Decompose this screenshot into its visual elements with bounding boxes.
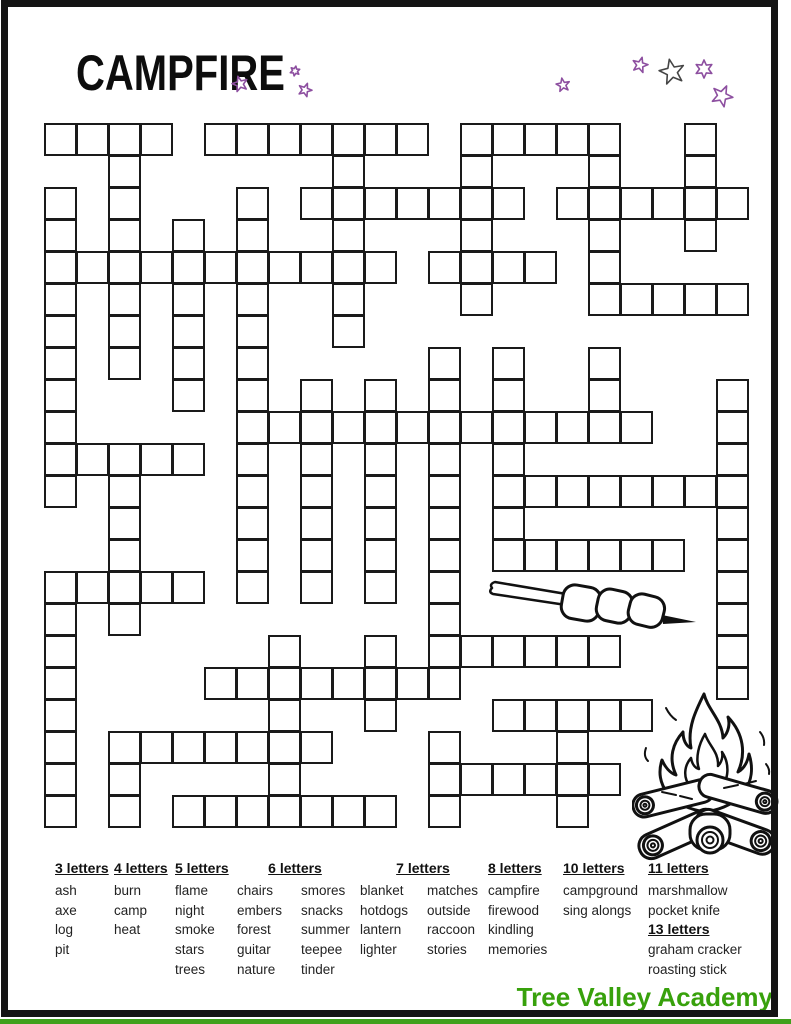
grid-cell[interactable] bbox=[716, 411, 749, 444]
grid-cell[interactable] bbox=[684, 219, 717, 252]
star-icon bbox=[556, 78, 569, 91]
grid-cell[interactable] bbox=[716, 571, 749, 604]
grid-cell[interactable] bbox=[588, 635, 621, 668]
word-item: campfire bbox=[488, 883, 540, 898]
grid-cell[interactable] bbox=[44, 763, 77, 796]
grid-cell[interactable] bbox=[332, 283, 365, 316]
word-item: kindling bbox=[488, 922, 534, 938]
word-count-heading: 3 letters bbox=[55, 860, 109, 876]
grid-cell[interactable] bbox=[44, 667, 77, 700]
grid-cell[interactable] bbox=[716, 603, 749, 636]
grid-cell[interactable] bbox=[428, 667, 461, 700]
word-item: raccoon bbox=[427, 922, 476, 938]
word-item: smoke bbox=[175, 922, 215, 938]
word-item: log bbox=[55, 922, 74, 938]
star-icon bbox=[232, 76, 247, 91]
grid-cell[interactable] bbox=[524, 475, 557, 508]
grid-cell[interactable] bbox=[684, 283, 717, 316]
grid-cell[interactable] bbox=[716, 379, 749, 412]
grid-cell[interactable] bbox=[44, 315, 77, 348]
word-item: pocket knife bbox=[648, 902, 721, 918]
grid-cell[interactable] bbox=[108, 603, 141, 636]
grid-cell[interactable] bbox=[556, 795, 589, 828]
grid-cell[interactable] bbox=[428, 507, 461, 540]
grid-cell[interactable] bbox=[332, 251, 365, 284]
grid-cell[interactable] bbox=[396, 667, 429, 700]
word-item: outside bbox=[427, 902, 471, 918]
grid-cell[interactable] bbox=[620, 283, 653, 316]
grid-cell[interactable] bbox=[364, 443, 397, 476]
grid-cell[interactable] bbox=[236, 475, 269, 508]
grid-cell[interactable] bbox=[652, 475, 685, 508]
grid-cell[interactable] bbox=[460, 251, 493, 284]
grid-cell[interactable] bbox=[172, 379, 205, 412]
grid-cell[interactable] bbox=[588, 219, 621, 252]
grid-cell[interactable] bbox=[460, 219, 493, 252]
word-item: chairs bbox=[237, 883, 274, 898]
grid-cell[interactable] bbox=[332, 155, 365, 188]
word-item: tinder bbox=[301, 961, 335, 977]
grid-cell[interactable] bbox=[44, 187, 77, 220]
grid-cell[interactable] bbox=[460, 187, 493, 220]
grid-cell[interactable] bbox=[364, 475, 397, 508]
grid-cell[interactable] bbox=[620, 539, 653, 572]
grid-cell[interactable] bbox=[108, 795, 141, 828]
grid-cell[interactable] bbox=[172, 219, 205, 252]
grid-cell[interactable] bbox=[428, 347, 461, 380]
grid-cell[interactable] bbox=[588, 763, 621, 796]
grid-cell[interactable] bbox=[492, 763, 525, 796]
grid-cell[interactable] bbox=[268, 123, 301, 156]
grid-cell[interactable] bbox=[44, 411, 77, 444]
grid-cell[interactable] bbox=[268, 699, 301, 732]
grid-cell[interactable] bbox=[236, 283, 269, 316]
grid-cell[interactable] bbox=[620, 475, 653, 508]
grid-cell[interactable] bbox=[300, 251, 333, 284]
word-item: campground bbox=[563, 883, 639, 898]
campfire-illustration bbox=[632, 688, 780, 863]
grid-cell[interactable] bbox=[332, 411, 365, 444]
grid-cell[interactable] bbox=[428, 603, 461, 636]
grid-cell[interactable] bbox=[428, 731, 461, 764]
grid-cell[interactable] bbox=[300, 539, 333, 572]
grid-cell[interactable] bbox=[524, 539, 557, 572]
grid-cell[interactable] bbox=[204, 795, 237, 828]
grid-cell[interactable] bbox=[236, 731, 269, 764]
grid-cell[interactable] bbox=[428, 539, 461, 572]
word-item: memories bbox=[488, 942, 548, 958]
grid-cell[interactable] bbox=[588, 379, 621, 412]
grid-cell[interactable] bbox=[108, 571, 141, 604]
grid-cell[interactable] bbox=[492, 347, 525, 380]
word-item: night bbox=[175, 902, 205, 918]
grid-cell[interactable] bbox=[300, 507, 333, 540]
grid-cell[interactable] bbox=[492, 539, 525, 572]
grid-cell[interactable] bbox=[652, 283, 685, 316]
grid-cell[interactable] bbox=[588, 283, 621, 316]
grid-cell[interactable] bbox=[460, 123, 493, 156]
grid-cell[interactable] bbox=[428, 411, 461, 444]
grid-cell[interactable] bbox=[492, 475, 525, 508]
grid-cell[interactable] bbox=[172, 283, 205, 316]
grid-cell[interactable] bbox=[108, 123, 141, 156]
grid-cell[interactable] bbox=[556, 123, 589, 156]
grid-cell[interactable] bbox=[172, 571, 205, 604]
grid-cell[interactable] bbox=[268, 763, 301, 796]
grid-cell[interactable] bbox=[236, 187, 269, 220]
word-count-heading: 11 letters bbox=[648, 860, 709, 876]
grid-cell[interactable] bbox=[428, 795, 461, 828]
word-item: summer bbox=[301, 922, 350, 938]
word-item: stories bbox=[427, 942, 467, 958]
grid-cell[interactable] bbox=[268, 731, 301, 764]
grid-cell[interactable] bbox=[588, 411, 621, 444]
grid-cell[interactable] bbox=[396, 187, 429, 220]
grid-cell[interactable] bbox=[76, 571, 109, 604]
word-count-heading: 6 letters bbox=[268, 860, 322, 876]
grid-cell[interactable] bbox=[236, 507, 269, 540]
grid-cell[interactable] bbox=[684, 155, 717, 188]
grid-cell[interactable] bbox=[108, 155, 141, 188]
grid-cell[interactable] bbox=[236, 379, 269, 412]
grid-cell[interactable] bbox=[492, 635, 525, 668]
grid-cell[interactable] bbox=[428, 635, 461, 668]
grid-cell[interactable] bbox=[460, 283, 493, 316]
grid-cell[interactable] bbox=[332, 123, 365, 156]
brand-footer: Tree Valley Academy bbox=[516, 982, 773, 1012]
grid-cell[interactable] bbox=[44, 731, 77, 764]
grid-cell[interactable] bbox=[236, 123, 269, 156]
word-item: embers bbox=[237, 902, 283, 918]
grid-cell[interactable] bbox=[108, 507, 141, 540]
grid-cell[interactable] bbox=[364, 379, 397, 412]
grid-cell[interactable] bbox=[268, 411, 301, 444]
grid-cell[interactable] bbox=[652, 187, 685, 220]
grid-cell[interactable] bbox=[236, 443, 269, 476]
grid-cell[interactable] bbox=[76, 251, 109, 284]
grid-cell[interactable] bbox=[460, 763, 493, 796]
grid-cell[interactable] bbox=[332, 315, 365, 348]
grid-cell[interactable] bbox=[588, 155, 621, 188]
star-icon bbox=[299, 83, 312, 96]
word-item: roasting stick bbox=[648, 961, 727, 977]
grid-cell[interactable] bbox=[300, 123, 333, 156]
grid-cell[interactable] bbox=[204, 251, 237, 284]
word-item: guitar bbox=[237, 942, 271, 958]
grid-cell[interactable] bbox=[76, 443, 109, 476]
grid-cell[interactable] bbox=[268, 635, 301, 668]
grid-cell[interactable] bbox=[716, 539, 749, 572]
word-item: teepee bbox=[301, 942, 343, 958]
star-icon bbox=[290, 66, 299, 76]
grid-cell[interactable] bbox=[460, 411, 493, 444]
word-item: pit bbox=[55, 942, 70, 958]
grid-cell[interactable] bbox=[428, 475, 461, 508]
grid-cell[interactable] bbox=[460, 155, 493, 188]
grid-cell[interactable] bbox=[44, 603, 77, 636]
word-item: stars bbox=[175, 942, 205, 958]
grid-cell[interactable] bbox=[172, 731, 205, 764]
grid-cell[interactable] bbox=[364, 795, 397, 828]
grid-cell[interactable] bbox=[524, 699, 557, 732]
grid-cell[interactable] bbox=[204, 123, 237, 156]
grid-cell[interactable] bbox=[44, 795, 77, 828]
star-icon bbox=[659, 59, 683, 84]
grid-cell[interactable] bbox=[428, 571, 461, 604]
grid-cell[interactable] bbox=[172, 315, 205, 348]
grid-cell[interactable] bbox=[44, 475, 77, 508]
grid-cell[interactable] bbox=[44, 123, 77, 156]
grid-cell[interactable] bbox=[556, 635, 589, 668]
grid-cell[interactable] bbox=[588, 475, 621, 508]
grid-cell[interactable] bbox=[556, 731, 589, 764]
grid-cell[interactable] bbox=[268, 795, 301, 828]
grid-cell[interactable] bbox=[204, 667, 237, 700]
star-icon bbox=[712, 86, 733, 107]
grid-cell[interactable] bbox=[332, 667, 365, 700]
word-item: flame bbox=[175, 883, 209, 898]
grid-cell[interactable] bbox=[396, 411, 429, 444]
word-count-heading: 13 letters bbox=[648, 921, 710, 938]
grid-cell[interactable] bbox=[236, 347, 269, 380]
grid-cell[interactable] bbox=[364, 411, 397, 444]
word-item: burn bbox=[114, 883, 142, 898]
grid-cell[interactable] bbox=[620, 411, 653, 444]
grid-cell[interactable] bbox=[492, 379, 525, 412]
grid-cell[interactable] bbox=[44, 283, 77, 316]
grid-cell[interactable] bbox=[236, 411, 269, 444]
grid-cell[interactable] bbox=[108, 283, 141, 316]
grid-cell[interactable] bbox=[588, 251, 621, 284]
word-item: sing alongs bbox=[563, 902, 632, 918]
word-count-heading: 8 letters bbox=[488, 860, 542, 876]
word-item: graham cracker bbox=[648, 942, 742, 958]
grid-cell[interactable] bbox=[364, 539, 397, 572]
grid-cell[interactable] bbox=[684, 187, 717, 220]
grid-cell[interactable] bbox=[364, 667, 397, 700]
grid-cell[interactable] bbox=[108, 763, 141, 796]
grid-cell[interactable] bbox=[492, 251, 525, 284]
grid-cell[interactable] bbox=[332, 795, 365, 828]
grid-cell[interactable] bbox=[108, 443, 141, 476]
grid-cell[interactable] bbox=[492, 507, 525, 540]
word-count-heading: 10 letters bbox=[563, 860, 625, 876]
grid-cell[interactable] bbox=[556, 411, 589, 444]
grid-cell[interactable] bbox=[44, 635, 77, 668]
grid-cell[interactable] bbox=[300, 443, 333, 476]
grid-cell[interactable] bbox=[588, 187, 621, 220]
word-count-heading: 7 letters bbox=[396, 860, 450, 876]
stars-decoration bbox=[0, 0, 791, 130]
grid-cell[interactable] bbox=[492, 699, 525, 732]
grid-cell[interactable] bbox=[364, 699, 397, 732]
grid-cell[interactable] bbox=[524, 251, 557, 284]
word-item: smores bbox=[301, 883, 346, 898]
grid-cell[interactable] bbox=[364, 635, 397, 668]
grid-cell[interactable] bbox=[428, 251, 461, 284]
grid-cell[interactable] bbox=[108, 187, 141, 220]
grid-cell[interactable] bbox=[44, 379, 77, 412]
word-item: lighter bbox=[360, 942, 397, 958]
grid-cell[interactable] bbox=[236, 667, 269, 700]
grid-cell[interactable] bbox=[108, 539, 141, 572]
word-item: lantern bbox=[360, 922, 402, 938]
grid-cell[interactable] bbox=[524, 763, 557, 796]
word-item: matches bbox=[427, 883, 479, 898]
grid-cell[interactable] bbox=[44, 571, 77, 604]
grid-cell[interactable] bbox=[300, 795, 333, 828]
grid-cell[interactable] bbox=[236, 795, 269, 828]
grid-cell[interactable] bbox=[300, 187, 333, 220]
grid-cell[interactable] bbox=[44, 443, 77, 476]
grid-cell[interactable] bbox=[172, 347, 205, 380]
grid-cell[interactable] bbox=[300, 571, 333, 604]
word-item: nature bbox=[237, 961, 276, 977]
grid-cell[interactable] bbox=[140, 571, 173, 604]
grid-cell[interactable] bbox=[428, 443, 461, 476]
grid-cell[interactable] bbox=[204, 731, 237, 764]
grid-cell[interactable] bbox=[364, 571, 397, 604]
grid-cell[interactable] bbox=[556, 699, 589, 732]
grid-cell[interactable] bbox=[300, 475, 333, 508]
grid-cell[interactable] bbox=[140, 123, 173, 156]
grid-cell[interactable] bbox=[716, 443, 749, 476]
grid-cell[interactable] bbox=[300, 379, 333, 412]
grid-cell[interactable] bbox=[44, 699, 77, 732]
grid-cell[interactable] bbox=[588, 699, 621, 732]
word-item: hotdogs bbox=[360, 902, 409, 918]
grid-cell[interactable] bbox=[44, 347, 77, 380]
word-item: snacks bbox=[301, 902, 344, 918]
grid-cell[interactable] bbox=[556, 763, 589, 796]
word-item: firewood bbox=[488, 902, 540, 918]
word-item: trees bbox=[175, 961, 206, 977]
grid-cell[interactable] bbox=[108, 219, 141, 252]
grid-cell[interactable] bbox=[300, 411, 333, 444]
star-icon bbox=[696, 60, 712, 78]
bottom-green-strip bbox=[0, 1019, 791, 1024]
grid-cell[interactable] bbox=[716, 283, 749, 316]
grid-cell[interactable] bbox=[236, 219, 269, 252]
grid-cell[interactable] bbox=[172, 443, 205, 476]
grid-cell[interactable] bbox=[492, 123, 525, 156]
grid-cell[interactable] bbox=[108, 475, 141, 508]
grid-cell[interactable] bbox=[236, 251, 269, 284]
grid-cell[interactable] bbox=[236, 571, 269, 604]
grid-cell[interactable] bbox=[108, 315, 141, 348]
grid-cell[interactable] bbox=[428, 763, 461, 796]
grid-cell[interactable] bbox=[716, 635, 749, 668]
grid-cell[interactable] bbox=[588, 347, 621, 380]
word-item: ash bbox=[55, 883, 77, 898]
grid-cell[interactable] bbox=[652, 539, 685, 572]
word-item: blanket bbox=[360, 883, 404, 898]
word-item: heat bbox=[114, 922, 141, 938]
grid-cell[interactable] bbox=[492, 443, 525, 476]
grid-cell[interactable] bbox=[364, 123, 397, 156]
grid-cell[interactable] bbox=[396, 123, 429, 156]
grid-cell[interactable] bbox=[172, 251, 205, 284]
grid-cell[interactable] bbox=[556, 539, 589, 572]
grid-cell[interactable] bbox=[492, 411, 525, 444]
grid-cell[interactable] bbox=[428, 379, 461, 412]
grid-cell[interactable] bbox=[716, 187, 749, 220]
grid-cell[interactable] bbox=[44, 219, 77, 252]
grid-cell[interactable] bbox=[588, 123, 621, 156]
grid-cell[interactable] bbox=[492, 187, 525, 220]
grid-cell[interactable] bbox=[428, 187, 461, 220]
grid-cell[interactable] bbox=[460, 635, 493, 668]
grid-cell[interactable] bbox=[364, 187, 397, 220]
grid-cell[interactable] bbox=[524, 635, 557, 668]
grid-cell[interactable] bbox=[236, 539, 269, 572]
grid-cell[interactable] bbox=[684, 123, 717, 156]
word-count-heading: 4 letters bbox=[114, 860, 168, 876]
grid-cell[interactable] bbox=[300, 731, 333, 764]
grid-cell[interactable] bbox=[44, 251, 77, 284]
marshmallow-stick-illustration bbox=[486, 576, 700, 630]
word-item: marshmallow bbox=[648, 883, 728, 898]
grid-cell[interactable] bbox=[108, 251, 141, 284]
grid-cell[interactable] bbox=[684, 475, 717, 508]
grid-cell[interactable] bbox=[140, 251, 173, 284]
word-item: axe bbox=[55, 902, 77, 918]
grid-cell[interactable] bbox=[524, 411, 557, 444]
word-item: camp bbox=[114, 902, 148, 918]
grid-cell[interactable] bbox=[524, 123, 557, 156]
grid-cell[interactable] bbox=[268, 251, 301, 284]
grid-cell[interactable] bbox=[140, 731, 173, 764]
grid-cell[interactable] bbox=[76, 123, 109, 156]
grid-cell[interactable] bbox=[620, 187, 653, 220]
grid-cell[interactable] bbox=[140, 443, 173, 476]
grid-cell[interactable] bbox=[716, 475, 749, 508]
grid-cell[interactable] bbox=[300, 667, 333, 700]
grid-cell[interactable] bbox=[588, 539, 621, 572]
grid-cell[interactable] bbox=[268, 667, 301, 700]
word-count-heading: 5 letters bbox=[175, 860, 229, 876]
grid-cell[interactable] bbox=[556, 187, 589, 220]
grid-cell[interactable] bbox=[236, 315, 269, 348]
grid-cell[interactable] bbox=[332, 187, 365, 220]
page-title: CAMPFIRE bbox=[76, 45, 285, 101]
star-icon bbox=[633, 57, 648, 72]
grid-cell[interactable] bbox=[172, 795, 205, 828]
grid-cell[interactable] bbox=[332, 219, 365, 252]
grid-cell[interactable] bbox=[364, 507, 397, 540]
grid-cell[interactable] bbox=[108, 347, 141, 380]
grid-cell[interactable] bbox=[108, 731, 141, 764]
grid-cell[interactable] bbox=[556, 475, 589, 508]
grid-cell[interactable] bbox=[364, 251, 397, 284]
grid-cell[interactable] bbox=[716, 507, 749, 540]
word-item: forest bbox=[237, 922, 271, 938]
